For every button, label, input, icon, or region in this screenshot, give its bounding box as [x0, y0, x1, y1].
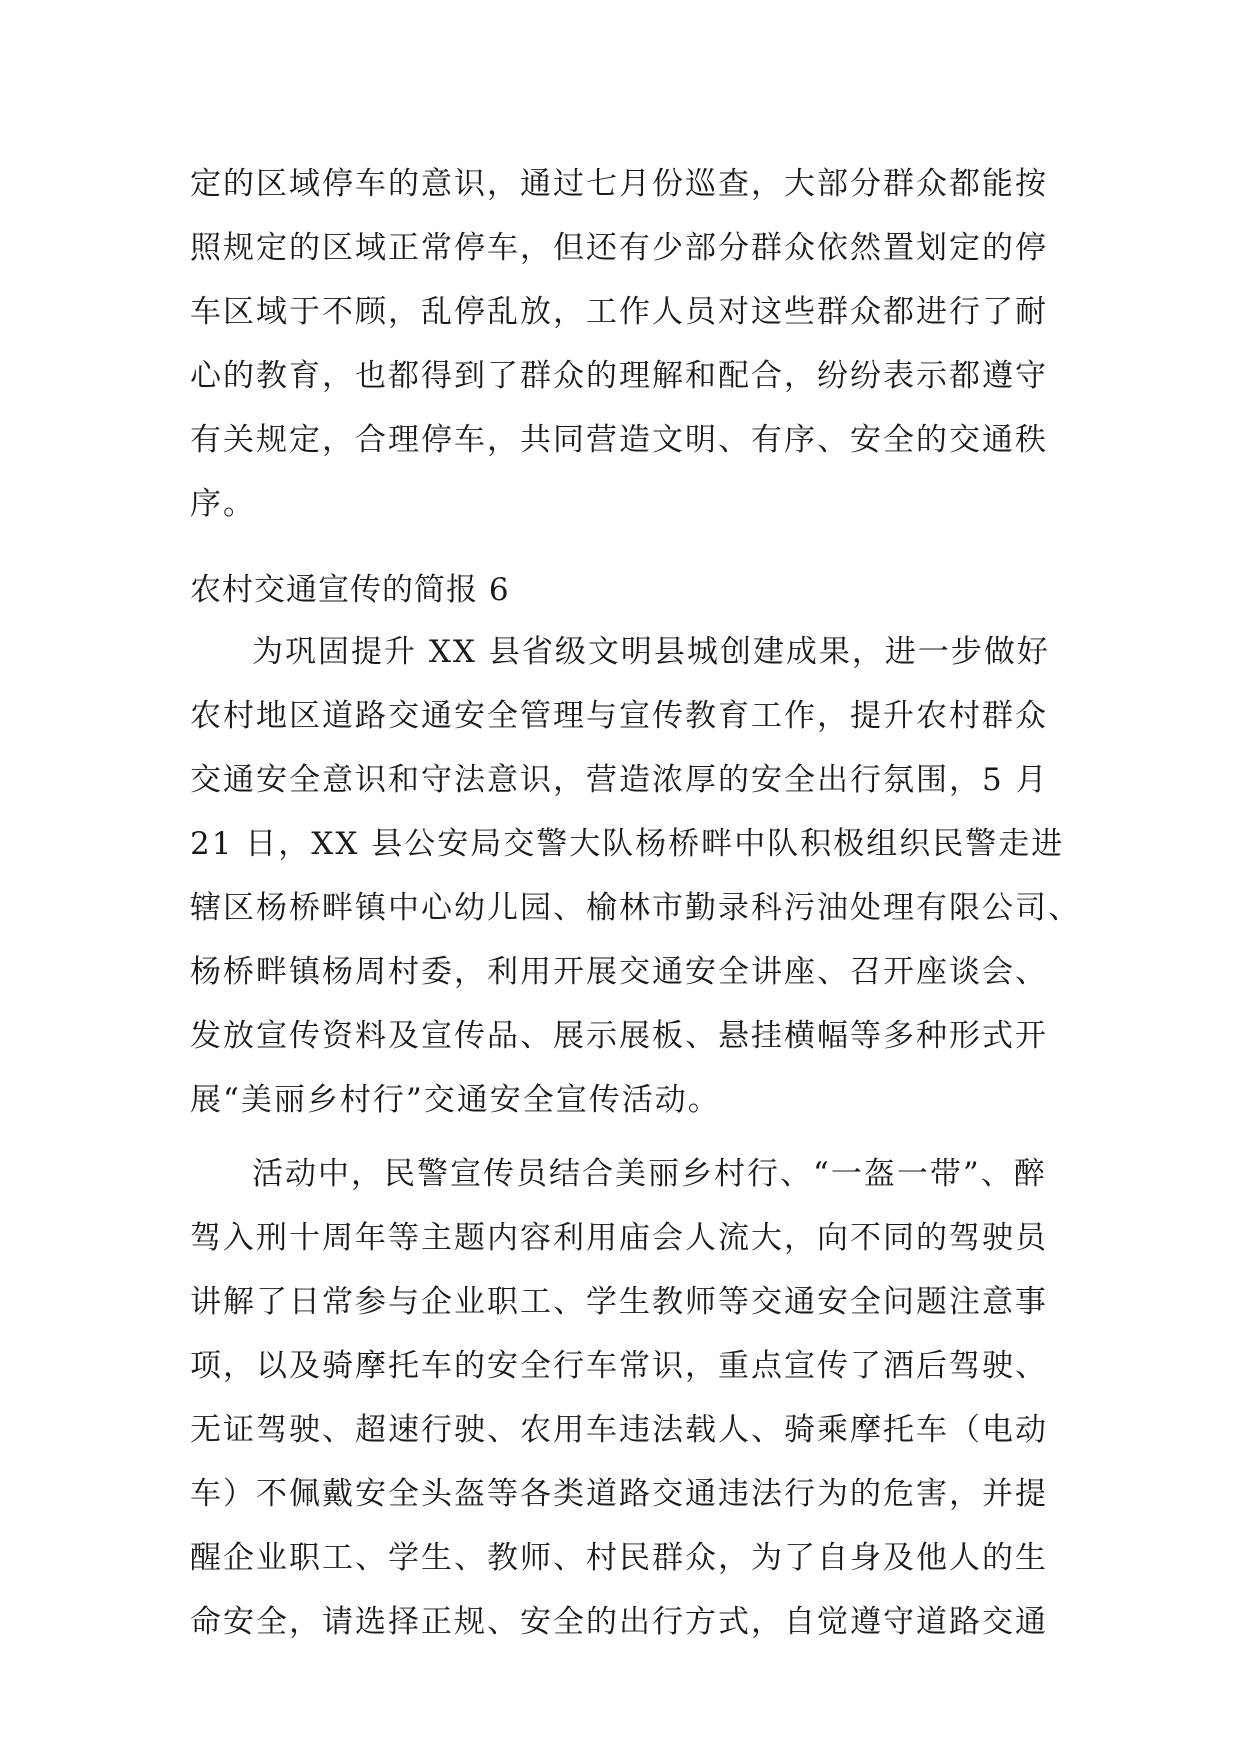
- section-title: 农村交通宣传的简报 6: [190, 572, 510, 608]
- text-line: 农村地区道路交通安全管理与宣传教育工作，提升农村群众: [190, 698, 1048, 734]
- text-line: 发放宣传资料及宣传品、展示展板、悬挂横幅等多种形式开: [190, 1018, 1048, 1054]
- text-line: 21 日，XX 县公安局交警大队杨桥畔中队积极组织民警走进: [190, 826, 1065, 862]
- text-line: 为巩固提升 XX 县省级文明县城创建成果，进一步做好: [252, 634, 1050, 670]
- text-line: 无证驾驶、超速行驶、农用车违法载人、骑乘摩托车（电动: [190, 1412, 1048, 1448]
- text-line: 照规定的区域正常停车，但还有少部分群众依然置划定的停: [190, 230, 1048, 266]
- text-line: 项，以及骑摩托车的安全行车常识，重点宣传了酒后驾驶、: [190, 1348, 1048, 1384]
- text-line: 辖区杨桥畔镇中心幼儿园、榆林市勤录科污油处理有限公司、: [190, 890, 1081, 926]
- text-line: 序。: [190, 486, 256, 522]
- text-line: 杨桥畔镇杨周村委，利用开展交通安全讲座、召开座谈会、: [190, 954, 1048, 990]
- paragraph-2: [190, 1142, 1070, 1654]
- paragraph-1: [190, 620, 1081, 1132]
- text-line: 驾入刑十周年等主题内容利用庙会人流大，向不同的驾驶员: [190, 1220, 1048, 1256]
- text-line: 车区域于不顾，乱停乱放，工作人员对这些群众都进行了耐: [190, 294, 1048, 330]
- text-line: 定的区域停车的意识，通过七月份巡查，大部分群众都能按: [190, 166, 1048, 202]
- text-line: 讲解了日常参与企业职工、学生教师等交通安全问题注意事: [190, 1284, 1048, 1320]
- continuation-paragraph: [190, 152, 1070, 536]
- text-line: 心的教育，也都得到了群众的理解和配合，纷纷表示都遵守: [190, 358, 1048, 394]
- text-line: 有关规定，合理停车，共同营造文明、有序、安全的交通秩: [190, 422, 1048, 458]
- text-line: 展“美丽乡村行”交通安全宣传活动。: [190, 1082, 721, 1118]
- text-line: 命安全，请选择正规、安全的出行方式，自觉遵守道路交通: [190, 1604, 1048, 1640]
- text-line: 车）不佩戴安全头盔等各类道路交通违法行为的危害，并提: [190, 1476, 1048, 1512]
- text-line: 醒企业职工、学生、教师、村民群众，为了自身及他人的生: [190, 1540, 1048, 1576]
- text-line: 活动中，民警宣传员结合美丽乡村行、“一盔一带”、醉: [252, 1156, 1047, 1192]
- text-line: 交通安全意识和守法意识，营造浓厚的安全出行氛围，5 月: [190, 762, 1049, 798]
